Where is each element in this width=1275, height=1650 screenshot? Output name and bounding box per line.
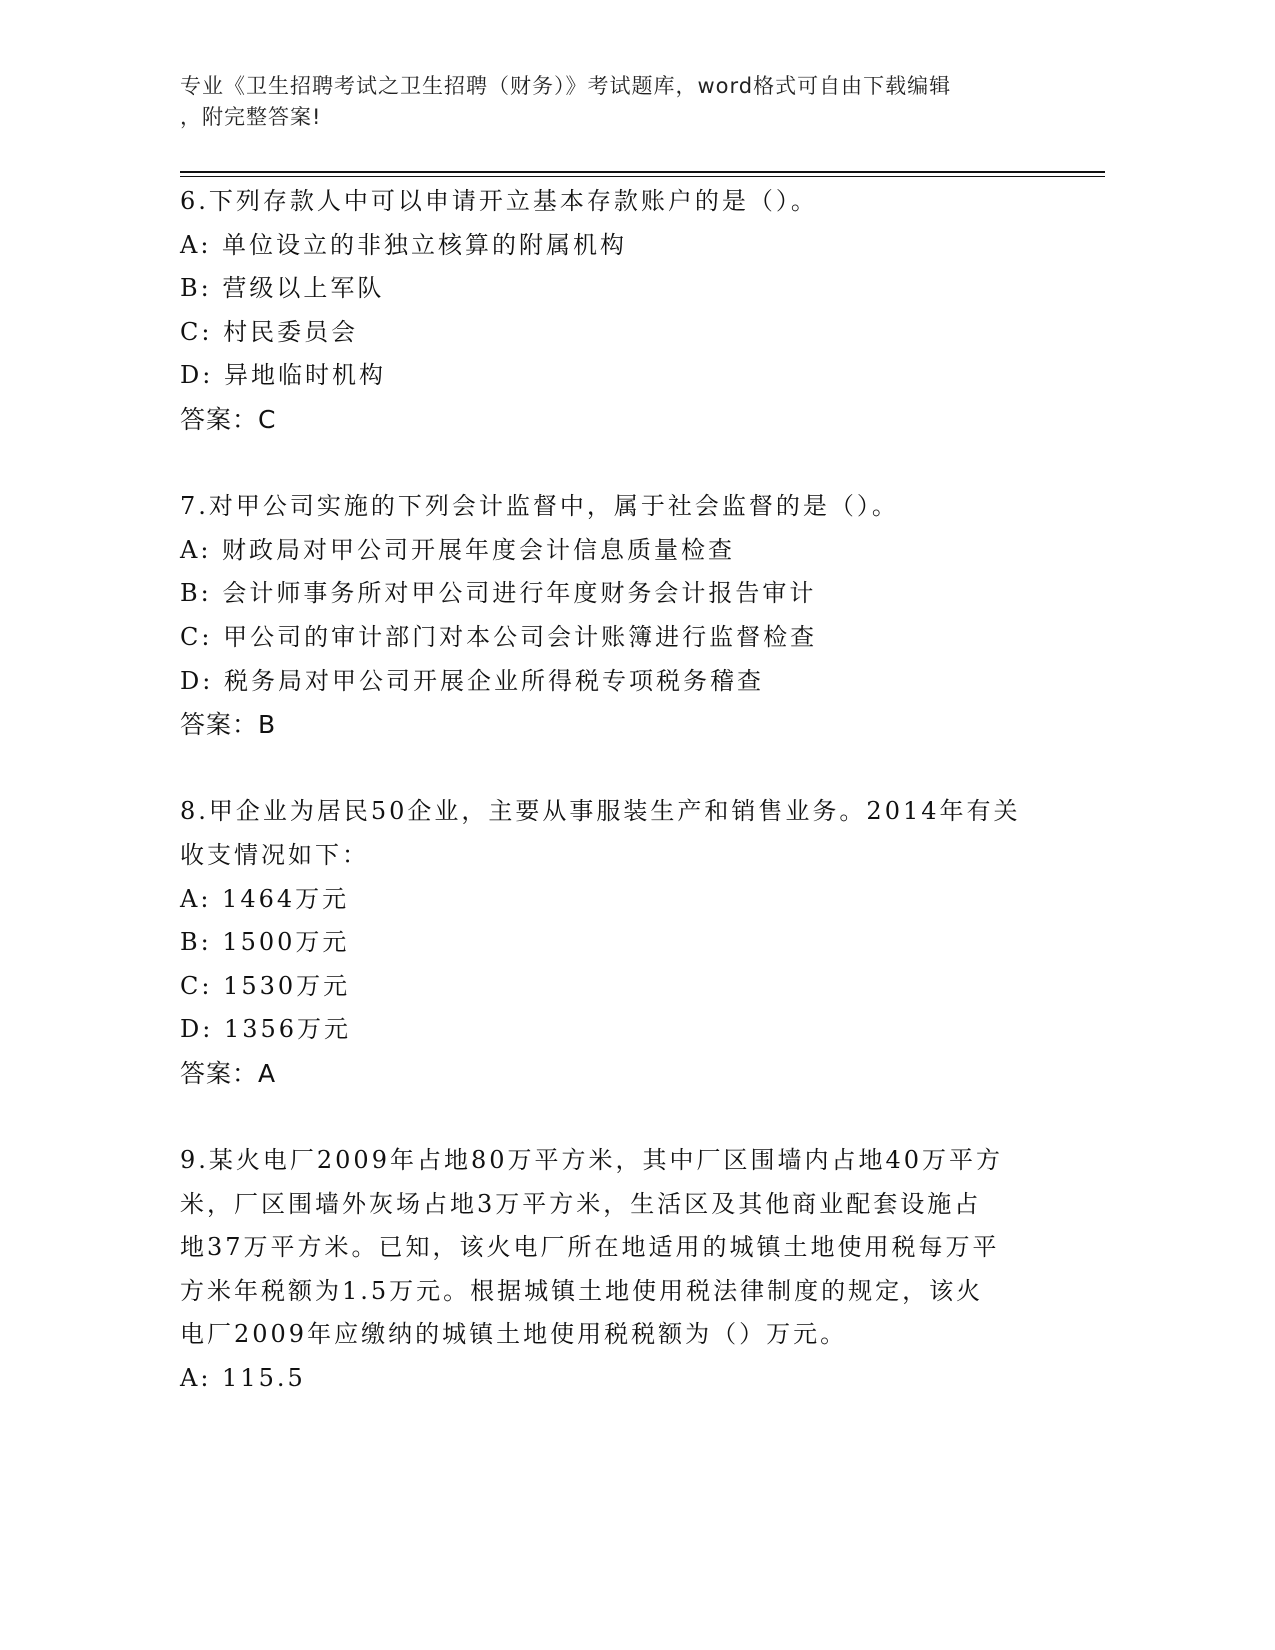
- answer-option: A: 财政局对甲公司开展年度会计信息质量检查: [180, 535, 736, 564]
- answer-option: A: 1464万元: [180, 884, 350, 913]
- question-stem: 电厂2009年应缴纳的城镇土地使用税税额为（）万元。: [180, 1320, 848, 1349]
- question-list: [180, 180, 1050, 1444]
- header-line-1: 专业《卫生招聘考试之卫生招聘（财务）》考试题库，word格式可自由下载编辑: [180, 74, 952, 98]
- question-9: [180, 1139, 1050, 1401]
- question-8: [180, 790, 1050, 1095]
- question-stem: 方米年税额为1.5万元。根据城镇土地使用税法律制度的规定，该火: [180, 1276, 984, 1305]
- question-6: [180, 180, 1050, 442]
- correct-answer: 答案：B: [180, 710, 277, 740]
- answer-option: A: 单位设立的非独立核算的附属机构: [180, 230, 628, 259]
- document-header: [180, 71, 1040, 133]
- answer-option: B: 1500万元: [180, 928, 350, 957]
- header-divider-thick: [180, 171, 1105, 173]
- question-stem: 9.某火电厂2009年占地80万平方米，其中厂区围墙内占地40万平方: [180, 1146, 1004, 1175]
- answer-option: B: 会计师事务所对甲公司进行年度财务会计报告审计: [180, 579, 817, 608]
- question-stem: 收支情况如下：: [180, 840, 369, 869]
- answer-option: C: 村民委员会: [180, 317, 359, 346]
- answer-option: C: 甲公司的审计部门对本公司会计账簿进行监督检查: [180, 622, 818, 651]
- answer-option: A: 115.5: [180, 1364, 306, 1393]
- question-stem: 7.对甲公司实施的下列会计监督中，属于社会监督的是（）。: [180, 492, 899, 521]
- answer-option: D: 异地临时机构: [180, 361, 386, 390]
- answer-option: B: 营级以上军队: [180, 274, 385, 303]
- header-line-2: ，附完整答案!: [180, 105, 322, 129]
- correct-answer: 答案：A: [180, 1058, 277, 1088]
- correct-answer: 答案：C: [180, 404, 277, 434]
- answer-option: D: 税务局对甲公司开展企业所得税专项税务稽查: [180, 666, 764, 695]
- question-7: [180, 485, 1050, 747]
- answer-option: C: 1530万元: [180, 971, 351, 1000]
- question-stem: 6.下列存款人中可以申请开立基本存款账户的是（）。: [180, 187, 818, 215]
- header-divider-thin: [180, 176, 1105, 177]
- answer-option: D: 1356万元: [180, 1015, 352, 1044]
- question-stem: 8.甲企业为居民50企业，主要从事服装生产和销售业务。2014年有关: [180, 797, 1021, 826]
- question-stem: 地37万平方米。已知，该火电厂所在地适用的城镇土地使用税每万平: [180, 1233, 1000, 1262]
- question-stem: 米，厂区围墙外灰场占地3万平方米，生活区及其他商业配套设施占: [180, 1189, 982, 1218]
